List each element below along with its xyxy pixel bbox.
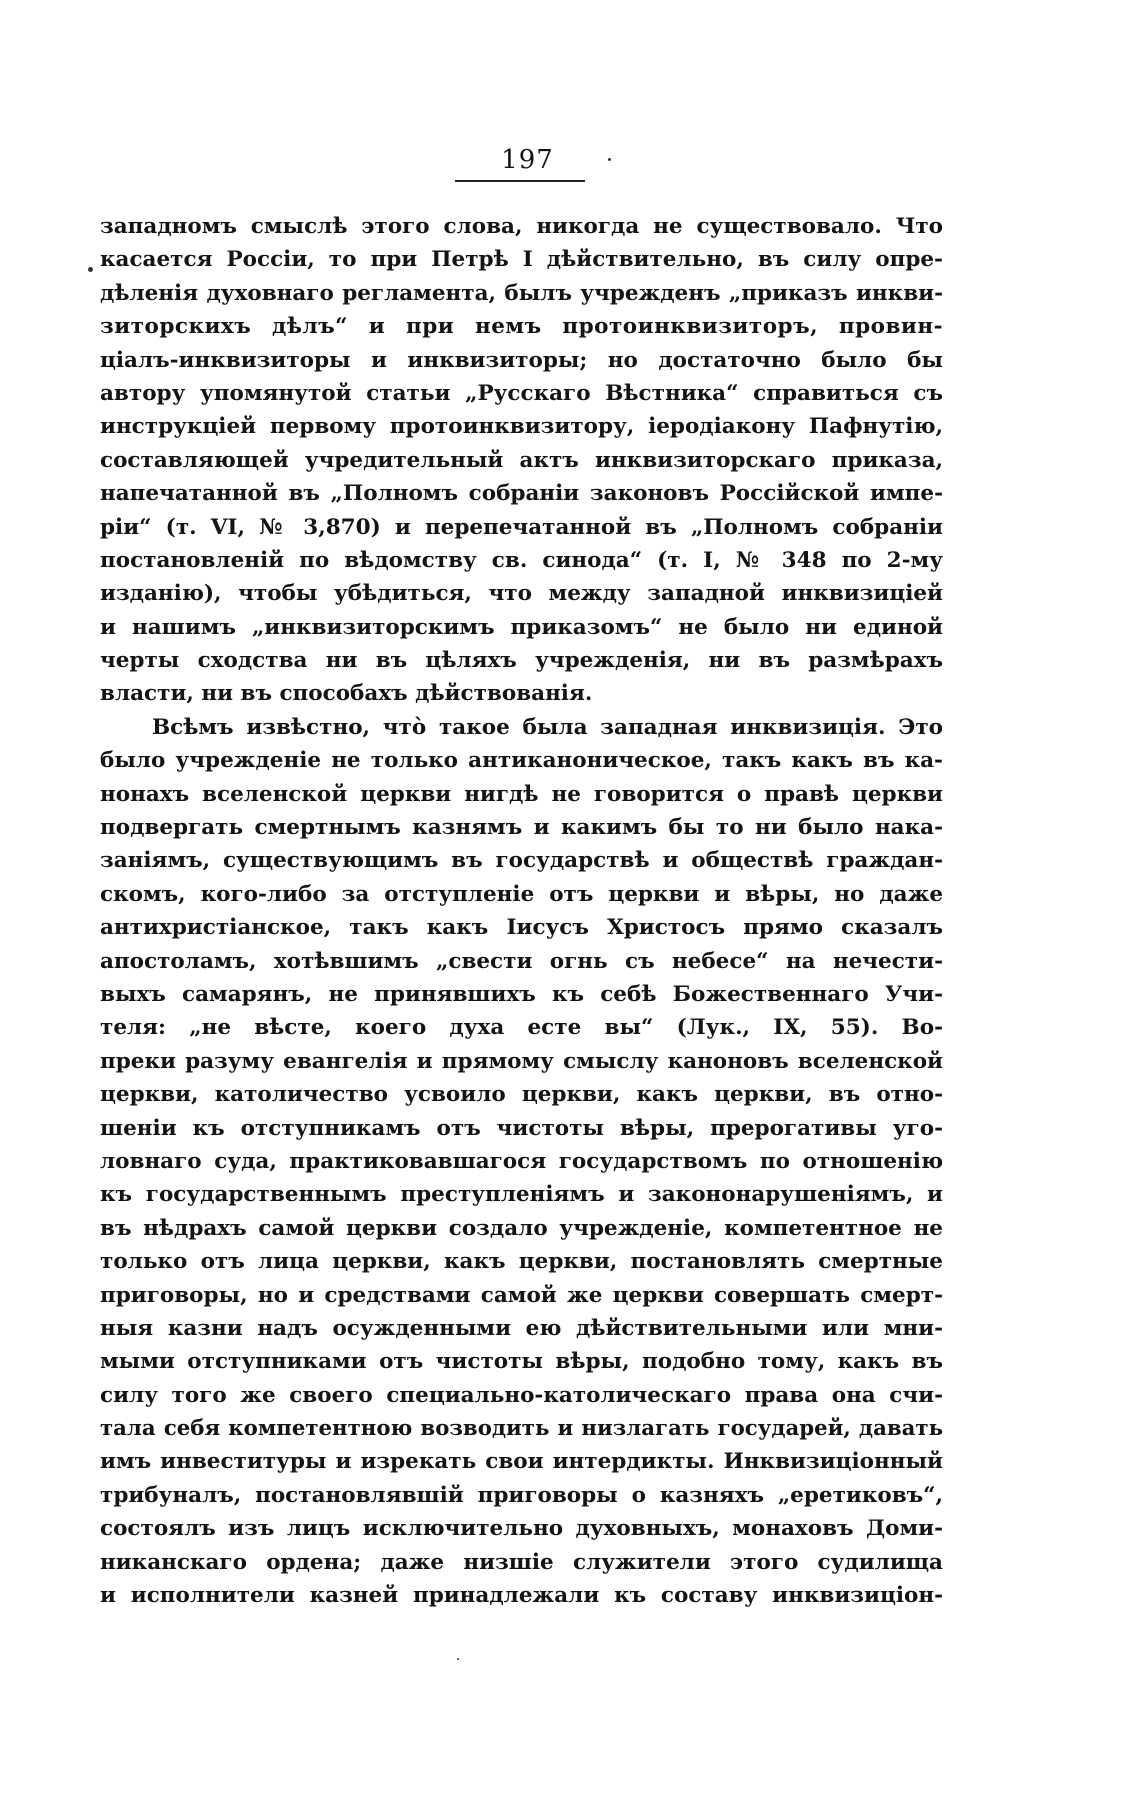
ink-speck xyxy=(88,267,93,272)
text-line: касается Россіи, то при Петрѣ I дѣйствительно, въ силу опре- xyxy=(100,247,943,273)
text-line: инструкціей первому протоинквизитору, іеродіакону Пафнутію, xyxy=(100,414,943,440)
ink-speck xyxy=(608,158,611,161)
ink-speck xyxy=(457,1658,459,1660)
text-line: теля: „не вѣсте, коего духа есте вы“ (Лук., IX, 55). Во- xyxy=(100,1015,943,1041)
text-line: дѣленія духовнаго регламента, былъ учрежденъ „приказъ инкви- xyxy=(100,280,943,306)
text-line: скомъ, кого-либо за отступленіе отъ церкви и вѣры, но даже xyxy=(100,881,943,907)
text-line: состоялъ изъ лицъ исключительно духовныхъ, монаховъ Доми- xyxy=(100,1516,943,1542)
text-line: западномъ смыслѣ этого слова, никогда не существовало. Что xyxy=(100,214,943,239)
text-line: къ государственнымъ преступленіямъ и закононарушеніямъ, и xyxy=(100,1182,943,1208)
text-line: антихристіанское, такъ какъ Іисусъ Христосъ прямо сказалъ xyxy=(100,915,943,941)
text-line: ріи“ (т. VI, № 3,870) и перепечатанной въ „Полномъ собраніи xyxy=(100,514,943,540)
text-line: изданію), чтобы убѣдиться, что между западной инквизиціей xyxy=(100,581,943,607)
page-number-rule xyxy=(455,180,585,182)
text-line: ловнаго суда, практиковавшагося государствомъ по отношенію xyxy=(100,1148,943,1174)
text-line: апостоламъ, хотѣвшимъ „свести огнь съ небесе“ на нечести- xyxy=(100,948,943,974)
text-line: нонахъ вселенской церкви нигдѣ не говорится о правѣ церкви xyxy=(100,781,943,807)
text-line: было учрежденіе не только антиканоническое, такъ какъ въ ка- xyxy=(100,748,943,774)
text-line: и нашимъ „инквизиторскимъ приказомъ“ не было ни единой xyxy=(100,614,943,640)
text-line: приговоры, но и средствами самой же церкви совершать смерт- xyxy=(100,1282,943,1308)
text-line: зиторскихъ дѣлъ“ и при немъ протоинквизиторъ, провин- xyxy=(100,314,943,340)
text-line: мыми отступниками отъ чистоты вѣры, подобно тому, какъ въ xyxy=(100,1349,943,1375)
text-line: никанскаго ордена; даже низшіе служители этого судилища xyxy=(100,1549,943,1575)
text-line: силу того же своего специально-католическаго права она счи- xyxy=(100,1382,943,1408)
text-line: постановленій по вѣдомству св. синода“ (т. I, № 348 по 2-му xyxy=(100,547,943,573)
text-line: Всѣмъ извѣстно, что̀ такое была западная инквизиція. Это xyxy=(152,714,943,740)
text-line: и исполнители казней принадлежали къ составу инквизиціон- xyxy=(100,1583,943,1609)
text-line: только отъ лица церкви, какъ церкви, постановлять смертные xyxy=(100,1249,943,1275)
text-line: церкви, католичество усвоило церкви, какъ церкви, въ отно- xyxy=(100,1082,943,1108)
text-line: имъ инвеституры и изрекать свои интердикты. Инквизиціонный xyxy=(100,1449,943,1475)
text-line: ціалъ-инквизиторы и инквизиторы; но достаточно было бы xyxy=(100,347,943,373)
text-line: шеніи къ отступникамъ отъ чистоты вѣры, прерогативы уго- xyxy=(100,1115,943,1141)
text-line: подвергать смертнымъ казнямъ и какимъ бы то ни было нака- xyxy=(100,815,943,841)
body-text xyxy=(100,210,943,1612)
page-number: 197 xyxy=(501,145,554,175)
text-line: тала себя компетентною возводить и низлагать государей, давать xyxy=(100,1416,943,1442)
text-line: черты сходства ни въ цѣляхъ учрежденія, ни въ размѣрахъ xyxy=(100,648,943,674)
text-line: автору упомянутой статьи „Русскаго Вѣстника“ справиться съ xyxy=(100,380,943,406)
text-line: ныя казни надъ осужденными ею дѣйствительными или мни- xyxy=(100,1315,943,1341)
text-line: преки разуму евангелія и прямому смыслу каноновъ вселенской xyxy=(100,1048,943,1074)
text-line: составляющей учредительный актъ инквизиторскаго приказа, xyxy=(100,447,943,473)
text-line: заніямъ, существующимъ въ государствѣ и обществѣ граждан- xyxy=(100,848,943,874)
text-line: напечатанной въ „Полномъ собраніи законовъ Россійской импе- xyxy=(100,481,943,507)
text-line: выхъ самарянъ, не принявшихъ къ себѣ Божественнаго Учи- xyxy=(100,981,943,1007)
text-line: власти, ни въ способахъ дѣйствованія. xyxy=(100,681,593,707)
text-line: въ нѣдрахъ самой церкви создало учрежденіе, компетентное не xyxy=(100,1215,943,1241)
text-line: трибуналъ, постановлявшій приговоры о казняхъ „еретиковъ“, xyxy=(100,1482,943,1508)
